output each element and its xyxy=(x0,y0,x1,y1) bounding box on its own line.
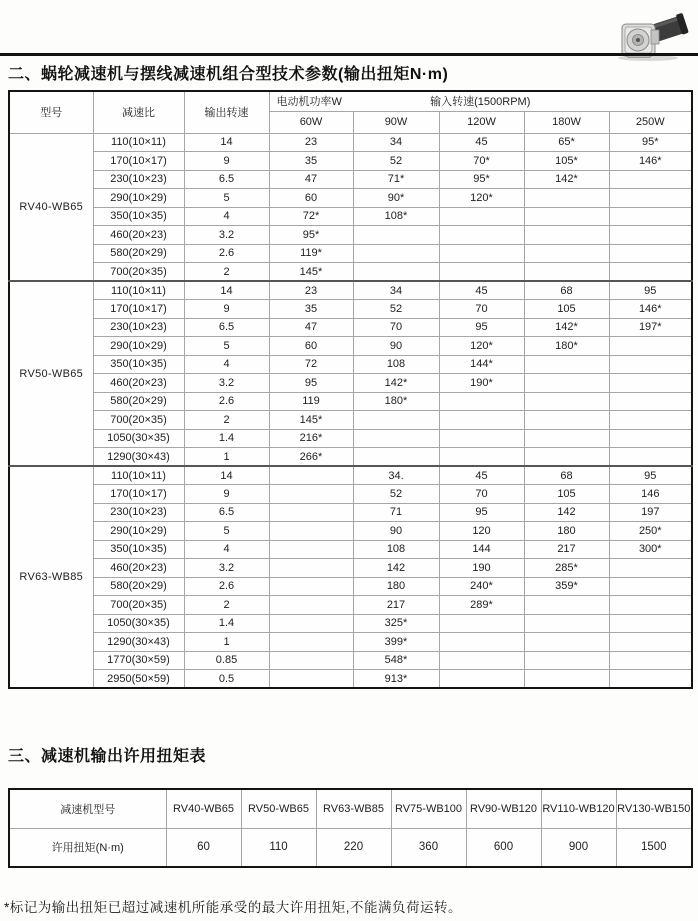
col-header-model: 型号 xyxy=(9,91,93,133)
torque-cell: 266* xyxy=(269,448,353,467)
torque-value-row xyxy=(9,828,692,867)
motor-power-header-cell xyxy=(269,91,692,111)
output-speed-cell: 9 xyxy=(184,300,269,319)
output-speed-cell: 2.6 xyxy=(184,244,269,263)
header-row-1 xyxy=(9,91,692,111)
ratio-cell: 350(10×35) xyxy=(93,207,184,226)
torque-cell: 216* xyxy=(269,429,353,448)
torque-cell: 250* xyxy=(609,522,692,541)
output-speed-cell: 1 xyxy=(184,633,269,652)
torque-cell: 142 xyxy=(524,503,609,522)
ratio-cell: 1050(30×35) xyxy=(93,614,184,633)
output-speed-cell: 0.5 xyxy=(184,670,269,689)
output-speed-cell: 5 xyxy=(184,337,269,356)
torque-value-row-label: 许用扭矩(N·m) xyxy=(9,828,166,867)
torque-cell: 145* xyxy=(269,411,353,430)
table-row xyxy=(9,263,692,282)
torque-cell xyxy=(609,429,692,448)
torque-model-row-label: 减速机型号 xyxy=(9,789,166,828)
torque-cell: 146* xyxy=(609,152,692,171)
table-row xyxy=(9,651,692,670)
torque-cell xyxy=(524,226,609,245)
torque-cell: 359* xyxy=(524,577,609,596)
torque-cell: 68 xyxy=(524,466,609,485)
table-row xyxy=(9,633,692,652)
torque-cell xyxy=(269,614,353,633)
torque-cell xyxy=(269,540,353,559)
torque-cell: 34 xyxy=(353,281,439,300)
torque-cell: 95 xyxy=(269,374,353,393)
torque-cell xyxy=(609,577,692,596)
torque-cell: 146* xyxy=(609,300,692,319)
main-table-body xyxy=(9,133,692,688)
table-row xyxy=(9,244,692,263)
output-speed-cell: 3.2 xyxy=(184,559,269,578)
torque-cell xyxy=(439,207,524,226)
input-speed-label: 输入转速(1500RPM) xyxy=(430,96,531,109)
output-speed-cell: 14 xyxy=(184,466,269,485)
model-cell: RV50-WB65 xyxy=(9,281,93,466)
torque-cell xyxy=(609,559,692,578)
torque-cell xyxy=(524,448,609,467)
torque-cell xyxy=(609,633,692,652)
torque-cell: 180* xyxy=(524,337,609,356)
torque-cell xyxy=(439,651,524,670)
ratio-cell: 1770(30×59) xyxy=(93,651,184,670)
torque-cell: 95 xyxy=(439,318,524,337)
torque-cell: 108 xyxy=(353,355,439,374)
torque-cell xyxy=(609,189,692,208)
output-speed-cell: 14 xyxy=(184,281,269,300)
torque-cell xyxy=(609,596,692,615)
torque-cell xyxy=(353,411,439,430)
table-row xyxy=(9,300,692,319)
torque-cell xyxy=(269,503,353,522)
torque-cell: 144 xyxy=(439,540,524,559)
torque-cell xyxy=(439,429,524,448)
torque-cell xyxy=(524,651,609,670)
torque-cell: 119 xyxy=(269,392,353,411)
col-header-output-speed: 输出转速 xyxy=(184,91,269,133)
torque-cell: 90 xyxy=(353,522,439,541)
output-speed-cell: 0.85 xyxy=(184,651,269,670)
torque-cell: 180* xyxy=(353,392,439,411)
torque-cell: 47 xyxy=(269,170,353,189)
torque-cell xyxy=(609,392,692,411)
output-speed-cell: 9 xyxy=(184,152,269,171)
torque-cell: 180 xyxy=(353,577,439,596)
table-row xyxy=(9,522,692,541)
output-speed-cell: 2 xyxy=(184,596,269,615)
torque-cell: 108* xyxy=(353,207,439,226)
table-row xyxy=(9,318,692,337)
ratio-cell: 230(10×23) xyxy=(93,318,184,337)
torque-cell xyxy=(439,670,524,689)
torque-cell xyxy=(353,244,439,263)
table-row xyxy=(9,614,692,633)
table-row xyxy=(9,152,692,171)
torque-cell xyxy=(609,337,692,356)
torque-cell xyxy=(609,651,692,670)
ratio-cell: 230(10×23) xyxy=(93,170,184,189)
output-speed-cell: 1 xyxy=(184,448,269,467)
torque-cell xyxy=(524,614,609,633)
output-speed-cell: 4 xyxy=(184,355,269,374)
torque-cell: 146 xyxy=(609,485,692,504)
ratio-cell: 110(10×11) xyxy=(93,466,184,485)
torque-value-cell: 60 xyxy=(166,828,241,867)
torque-cell xyxy=(524,244,609,263)
table-row xyxy=(9,133,692,152)
table-row xyxy=(9,485,692,504)
output-speed-cell: 1.4 xyxy=(184,429,269,448)
torque-cell: 35 xyxy=(269,300,353,319)
col-header-250w: 250W xyxy=(609,111,692,133)
torque-value-cell: 1500 xyxy=(616,828,692,867)
torque-cell: 71 xyxy=(353,503,439,522)
section-divider-rule xyxy=(0,53,698,56)
ratio-cell: 580(20×29) xyxy=(93,577,184,596)
ratio-cell: 170(10×17) xyxy=(93,485,184,504)
torque-cell xyxy=(269,559,353,578)
torque-cell: 47 xyxy=(269,318,353,337)
torque-cell xyxy=(609,263,692,282)
torque-cell: 72* xyxy=(269,207,353,226)
torque-value-cell: 900 xyxy=(541,828,616,867)
torque-cell xyxy=(353,429,439,448)
table-row xyxy=(9,170,692,189)
table-row xyxy=(9,559,692,578)
torque-cell: 34. xyxy=(353,466,439,485)
torque-cell: 190* xyxy=(439,374,524,393)
ratio-cell: 110(10×11) xyxy=(93,281,184,300)
torque-cell: 289* xyxy=(439,596,524,615)
col-header-90w: 90W xyxy=(353,111,439,133)
torque-cell xyxy=(609,670,692,689)
table-row xyxy=(9,448,692,467)
torque-cell: 285* xyxy=(524,559,609,578)
col-header-60w: 60W xyxy=(269,111,353,133)
torque-cell xyxy=(439,633,524,652)
torque-cell: 90* xyxy=(353,189,439,208)
torque-cell xyxy=(524,355,609,374)
ratio-cell: 580(20×29) xyxy=(93,244,184,263)
torque-cell xyxy=(524,633,609,652)
torque-cell: 70 xyxy=(439,485,524,504)
torque-model-cell: RV50-WB65 xyxy=(241,789,316,828)
ratio-cell: 170(10×17) xyxy=(93,300,184,319)
torque-cell xyxy=(439,614,524,633)
table-row xyxy=(9,226,692,245)
torque-cell xyxy=(353,448,439,467)
torque-cell xyxy=(353,263,439,282)
ratio-cell: 1050(30×35) xyxy=(93,429,184,448)
ratio-cell: 290(10×29) xyxy=(93,522,184,541)
torque-cell: 95* xyxy=(609,133,692,152)
torque-cell: 68 xyxy=(524,281,609,300)
torque-cell: 120* xyxy=(439,189,524,208)
ratio-cell: 700(20×35) xyxy=(93,596,184,615)
torque-cell: 142 xyxy=(353,559,439,578)
ratio-cell: 110(10×11) xyxy=(93,133,184,152)
model-cell: RV63-WB85 xyxy=(9,466,93,688)
torque-cell: 52 xyxy=(353,152,439,171)
torque-cell: 60 xyxy=(269,189,353,208)
torque-cell: 95 xyxy=(439,503,524,522)
ratio-cell: 460(20×23) xyxy=(93,226,184,245)
torque-cell: 180 xyxy=(524,522,609,541)
torque-cell: 65* xyxy=(524,133,609,152)
torque-cell: 95* xyxy=(269,226,353,245)
torque-cell: 105* xyxy=(524,152,609,171)
torque-cell xyxy=(269,633,353,652)
torque-cell xyxy=(524,189,609,208)
torque-value-cell: 600 xyxy=(466,828,541,867)
torque-cell: 95* xyxy=(439,170,524,189)
torque-cell: 197 xyxy=(609,503,692,522)
section2-title: 二、蜗轮减速机与摆线减速机组合型技术参数(输出扭矩N·m) xyxy=(8,66,449,83)
torque-cell xyxy=(439,226,524,245)
section3-title: 三、减速机输出许用扭矩表 xyxy=(8,748,207,765)
torque-cell xyxy=(269,466,353,485)
output-speed-cell: 6.5 xyxy=(184,318,269,337)
output-speed-cell: 3.2 xyxy=(184,374,269,393)
torque-cell xyxy=(439,411,524,430)
table-row xyxy=(9,355,692,374)
torque-cell: 913* xyxy=(353,670,439,689)
output-speed-cell: 2 xyxy=(184,263,269,282)
asterisk-footnote: *标记为输出扭矩已超过减速机所能承受的最大许用扭矩,不能满负荷运转。 xyxy=(4,900,463,915)
torque-cell: 70 xyxy=(353,318,439,337)
torque-cell xyxy=(353,226,439,245)
torque-cell: 70* xyxy=(439,152,524,171)
table-row xyxy=(9,374,692,393)
ratio-cell: 700(20×35) xyxy=(93,263,184,282)
torque-cell: 70 xyxy=(439,300,524,319)
torque-cell: 95 xyxy=(609,466,692,485)
col-header-120w: 120W xyxy=(439,111,524,133)
torque-cell xyxy=(609,355,692,374)
table-row xyxy=(9,337,692,356)
torque-cell: 217 xyxy=(353,596,439,615)
torque-cell: 145* xyxy=(269,263,353,282)
table-row xyxy=(9,281,692,300)
torque-cell xyxy=(609,614,692,633)
torque-cell: 34 xyxy=(353,133,439,152)
output-speed-cell: 14 xyxy=(184,133,269,152)
ratio-cell: 700(20×35) xyxy=(93,411,184,430)
torque-cell xyxy=(269,522,353,541)
torque-cell xyxy=(524,596,609,615)
table-row xyxy=(9,466,692,485)
torque-cell: 52 xyxy=(353,300,439,319)
output-speed-cell: 2.6 xyxy=(184,577,269,596)
torque-cell xyxy=(439,448,524,467)
torque-cell: 90 xyxy=(353,337,439,356)
main-parameters-table xyxy=(8,90,693,689)
torque-cell xyxy=(269,651,353,670)
table-row xyxy=(9,670,692,689)
ratio-cell: 170(10×17) xyxy=(93,152,184,171)
torque-cell: 197* xyxy=(609,318,692,337)
torque-cell: 45 xyxy=(439,466,524,485)
table-row xyxy=(9,189,692,208)
torque-cell: 119* xyxy=(269,244,353,263)
torque-cell: 105 xyxy=(524,300,609,319)
torque-cell: 399* xyxy=(353,633,439,652)
torque-cell xyxy=(524,392,609,411)
torque-cell: 71* xyxy=(353,170,439,189)
torque-model-row xyxy=(9,789,692,828)
motor-power-label: 电动机功率W xyxy=(276,96,342,109)
torque-cell: 300* xyxy=(609,540,692,559)
torque-model-cell: RV110-WB120 xyxy=(541,789,616,828)
torque-model-cell: RV40-WB65 xyxy=(166,789,241,828)
torque-cell xyxy=(609,448,692,467)
torque-cell xyxy=(269,596,353,615)
table-row xyxy=(9,411,692,430)
output-speed-cell: 2 xyxy=(184,411,269,430)
torque-cell: 142* xyxy=(524,318,609,337)
ratio-cell: 350(10×35) xyxy=(93,355,184,374)
torque-cell xyxy=(269,485,353,504)
ratio-cell: 290(10×29) xyxy=(93,337,184,356)
torque-model-cell: RV130-WB150 xyxy=(616,789,692,828)
torque-cell: 548* xyxy=(353,651,439,670)
torque-cell: 217 xyxy=(524,540,609,559)
torque-table xyxy=(8,788,693,868)
torque-cell xyxy=(439,263,524,282)
ratio-cell: 460(20×23) xyxy=(93,374,184,393)
torque-cell xyxy=(524,207,609,226)
torque-cell: 105 xyxy=(524,485,609,504)
torque-cell: 142* xyxy=(524,170,609,189)
output-speed-cell: 4 xyxy=(184,207,269,226)
output-speed-cell: 5 xyxy=(184,522,269,541)
ratio-cell: 290(10×29) xyxy=(93,189,184,208)
torque-cell xyxy=(609,226,692,245)
col-header-ratio: 减速比 xyxy=(93,91,184,133)
output-speed-cell: 9 xyxy=(184,485,269,504)
ratio-cell: 580(20×29) xyxy=(93,392,184,411)
torque-cell xyxy=(524,374,609,393)
torque-cell xyxy=(609,411,692,430)
table-row xyxy=(9,540,692,559)
torque-cell: 35 xyxy=(269,152,353,171)
torque-cell: 23 xyxy=(269,133,353,152)
torque-cell xyxy=(524,429,609,448)
torque-cell xyxy=(609,374,692,393)
ratio-cell: 460(20×23) xyxy=(93,559,184,578)
model-cell: RV40-WB65 xyxy=(9,133,93,281)
torque-cell xyxy=(439,392,524,411)
torque-cell xyxy=(439,244,524,263)
torque-value-cell: 220 xyxy=(316,828,391,867)
ratio-cell: 1290(30×43) xyxy=(93,633,184,652)
torque-model-cell: RV90-WB120 xyxy=(466,789,541,828)
torque-cell xyxy=(524,263,609,282)
output-speed-cell: 5 xyxy=(184,189,269,208)
torque-model-cell: RV75-WB100 xyxy=(391,789,466,828)
torque-cell: 95 xyxy=(609,281,692,300)
ratio-cell: 350(10×35) xyxy=(93,540,184,559)
output-speed-cell: 6.5 xyxy=(184,170,269,189)
output-speed-cell: 3.2 xyxy=(184,226,269,245)
table-row xyxy=(9,596,692,615)
torque-cell: 142* xyxy=(353,374,439,393)
table-row xyxy=(9,577,692,596)
torque-cell xyxy=(524,670,609,689)
ratio-cell: 230(10×23) xyxy=(93,503,184,522)
torque-cell: 72 xyxy=(269,355,353,374)
torque-cell: 45 xyxy=(439,133,524,152)
table-row xyxy=(9,392,692,411)
torque-cell: 190 xyxy=(439,559,524,578)
output-speed-cell: 4 xyxy=(184,540,269,559)
torque-cell xyxy=(269,577,353,596)
torque-cell: 120 xyxy=(439,522,524,541)
torque-cell: 144* xyxy=(439,355,524,374)
table-row xyxy=(9,503,692,522)
torque-cell xyxy=(269,670,353,689)
torque-value-cell: 360 xyxy=(391,828,466,867)
torque-model-cell: RV63-WB85 xyxy=(316,789,391,828)
torque-cell: 325* xyxy=(353,614,439,633)
torque-cell: 240* xyxy=(439,577,524,596)
main-table-header xyxy=(9,91,692,133)
table-row xyxy=(9,429,692,448)
torque-cell: 23 xyxy=(269,281,353,300)
ratio-cell: 1290(30×43) xyxy=(93,448,184,467)
torque-cell: 108 xyxy=(353,540,439,559)
col-header-180w: 180W xyxy=(524,111,609,133)
torque-cell: 60 xyxy=(269,337,353,356)
torque-cell: 52 xyxy=(353,485,439,504)
torque-cell: 45 xyxy=(439,281,524,300)
torque-cell: 120* xyxy=(439,337,524,356)
torque-cell xyxy=(524,411,609,430)
output-speed-cell: 2.6 xyxy=(184,392,269,411)
output-speed-cell: 1.4 xyxy=(184,614,269,633)
output-speed-cell: 6.5 xyxy=(184,503,269,522)
torque-cell xyxy=(609,170,692,189)
torque-value-cell: 110 xyxy=(241,828,316,867)
torque-cell xyxy=(609,244,692,263)
ratio-cell: 2950(50×59) xyxy=(93,670,184,689)
torque-cell xyxy=(609,207,692,226)
table-row xyxy=(9,207,692,226)
